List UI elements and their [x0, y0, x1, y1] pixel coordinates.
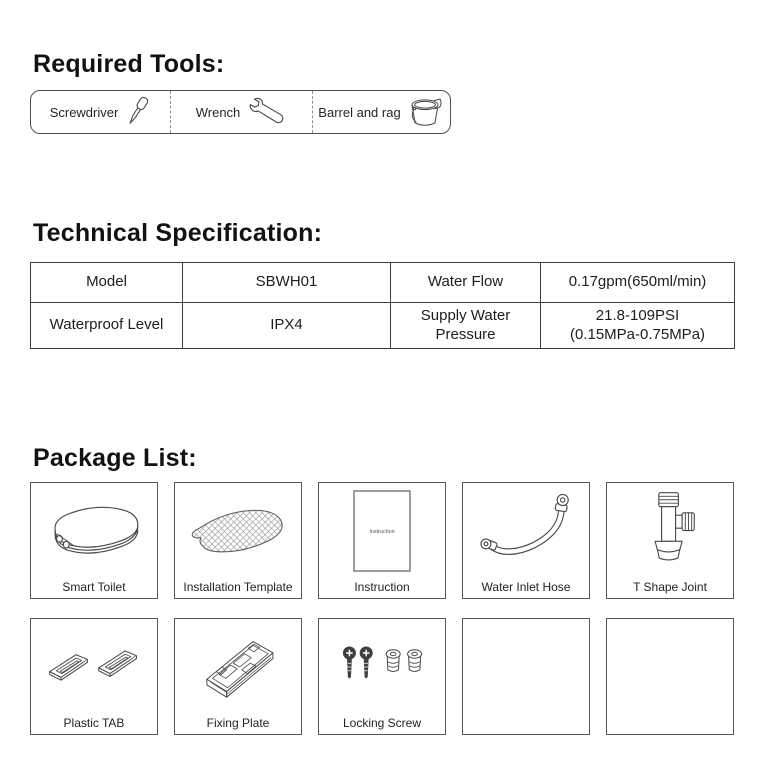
required-tools-title: Required Tools:	[33, 50, 225, 78]
bucket-icon	[406, 95, 444, 130]
instruction-paper-text: Instruction	[369, 529, 395, 535]
package-item-installation-template	[174, 482, 302, 599]
package-item-water-inlet-hose	[462, 482, 590, 599]
tool-label-barrel-and-rag: Barrel and rag	[318, 104, 401, 120]
package-item-fixing-plate	[174, 618, 302, 735]
spec-row-waterproof	[31, 303, 735, 349]
package-item-plastic-tab	[30, 618, 158, 735]
installation-template-icon	[175, 485, 301, 577]
tool-item-wrench	[171, 91, 312, 133]
package-item-label: Water Inlet Hose	[481, 580, 571, 594]
package-item-label: Fixing Plate	[206, 716, 270, 730]
spec-cell-waterproof-value: IPX4	[183, 303, 391, 349]
water-inlet-hose-icon	[463, 485, 589, 577]
package-item-smart-toilet	[30, 482, 158, 599]
tool-item-barrel-and-rag	[313, 91, 449, 133]
package-item-locking-screw	[318, 618, 446, 735]
package-item-label: Locking Screw	[342, 716, 422, 730]
locking-screw-icon	[319, 621, 445, 713]
tool-label-wrench: Wrench	[195, 104, 241, 120]
package-item-label: Installation Template	[183, 580, 293, 594]
plastic-tab-icon	[31, 621, 157, 713]
tool-item-screwdriver	[31, 91, 170, 133]
package-item-label: Smart Toilet	[62, 580, 126, 594]
package-item-instruction	[318, 482, 446, 599]
spec-cell-pressure-label: Supply Water Pressure	[391, 303, 541, 349]
spec-cell-waterproof-label: Waterproof Level	[31, 303, 183, 349]
technical-specification-title: Technical Specification:	[33, 219, 323, 247]
spec-row-model	[31, 263, 735, 303]
package-list-title: Package List:	[33, 444, 197, 472]
spec-cell-model-label: Model	[31, 263, 183, 303]
spec-cell-waterflow-label: Water Flow	[391, 263, 541, 303]
spec-cell-pressure-value: 21.8-109PSI (0.15MPa-0.75MPa)	[541, 303, 735, 349]
fixing-plate-icon	[175, 621, 301, 713]
package-item-empty-2	[606, 618, 734, 735]
package-list-grid	[30, 482, 734, 735]
package-item-t-shape-joint	[606, 482, 734, 599]
technical-specification-table	[30, 262, 735, 349]
package-item-label: Instruction	[354, 580, 410, 594]
wrench-icon	[245, 97, 287, 127]
t-shape-joint-icon	[607, 485, 733, 577]
tool-label-screwdriver: Screwdriver	[49, 104, 119, 120]
smart-toilet-icon	[31, 485, 157, 577]
package-item-empty-1	[462, 618, 590, 735]
screwdriver-icon	[123, 92, 151, 132]
spec-cell-waterflow-value: 0.17gpm(650ml/min)	[541, 263, 735, 303]
required-tools-box	[30, 90, 451, 134]
package-item-label: T Shape Joint	[633, 580, 707, 594]
package-item-label: Plastic TAB	[63, 716, 125, 730]
spec-cell-model-value: SBWH01	[183, 263, 391, 303]
instruction-booklet-icon	[319, 485, 445, 577]
